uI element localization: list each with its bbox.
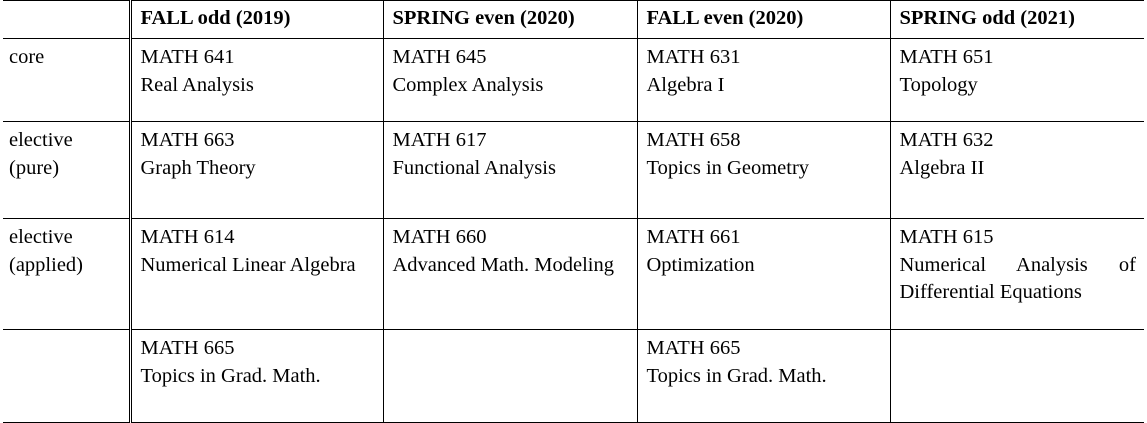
course-code: MATH 661 bbox=[646, 226, 741, 249]
table-row bbox=[3, 122, 1144, 219]
course-title: Complex Analysis bbox=[392, 73, 544, 96]
cell-pure-spring-even-2020 bbox=[383, 122, 637, 219]
row-label-line-2: (applied) bbox=[9, 253, 83, 276]
column-header-spring-odd-2021: SPRING odd (2021) bbox=[890, 1, 1144, 39]
course-code: MATH 614 bbox=[140, 226, 235, 249]
course-code: MATH 665 bbox=[646, 337, 741, 360]
table-row bbox=[3, 219, 1144, 330]
course-code: MATH 641 bbox=[140, 46, 235, 69]
cell-core-spring-even-2020 bbox=[383, 39, 637, 122]
row-label-empty bbox=[3, 330, 130, 423]
cell-core-fall-even-2020 bbox=[637, 39, 890, 122]
row-label-core bbox=[3, 39, 130, 122]
cell-pure-fall-odd-2019 bbox=[130, 122, 383, 219]
course-title: Functional Analysis bbox=[392, 156, 556, 179]
column-header-spring-even-2020: SPRING even (2020) bbox=[383, 1, 637, 39]
cell-core-spring-odd-2021 bbox=[890, 39, 1144, 122]
course-code: MATH 658 bbox=[646, 129, 741, 152]
column-header-fall-odd-2019: FALL odd (2019) bbox=[130, 1, 383, 39]
column-header-fall-even-2020: FALL even (2020) bbox=[637, 1, 890, 39]
cell-extra-fall-odd-2019 bbox=[130, 330, 383, 423]
row-label-elective-pure bbox=[3, 122, 130, 219]
cell-applied-fall-even-2020 bbox=[637, 219, 890, 330]
course-code: MATH 665 bbox=[140, 337, 235, 360]
cell-extra-fall-even-2020 bbox=[637, 330, 890, 423]
course-title: Topics in Geometry bbox=[646, 156, 810, 179]
row-label-line-1: elective bbox=[9, 226, 73, 249]
course-title: Graph Theory bbox=[140, 156, 256, 179]
course-title: Topics in Grad. Math. bbox=[646, 364, 827, 387]
course-title: Algebra II bbox=[899, 156, 985, 179]
header-row bbox=[3, 1, 1144, 39]
course-schedule-table bbox=[3, 0, 1144, 423]
course-code: MATH 651 bbox=[899, 46, 994, 69]
cell-applied-fall-odd-2019 bbox=[130, 219, 383, 330]
cell-extra-spring-even-2020 bbox=[383, 330, 637, 423]
course-title: Advanced Math. Modeling bbox=[392, 253, 614, 276]
row-label-elective-applied bbox=[3, 219, 130, 330]
course-code: MATH 617 bbox=[392, 129, 487, 152]
course-title: Numerical Analysis of Differential Equations bbox=[899, 253, 1136, 303]
course-title: Numerical Linear Algebra bbox=[140, 253, 356, 276]
course-code: MATH 663 bbox=[140, 129, 235, 152]
course-title: Topology bbox=[899, 73, 978, 96]
course-title: Optimization bbox=[646, 253, 755, 276]
row-label-line-1: elective bbox=[9, 129, 73, 152]
cell-applied-spring-even-2020 bbox=[383, 219, 637, 330]
cell-core-fall-odd-2019 bbox=[130, 39, 383, 122]
table-header bbox=[3, 1, 1144, 39]
course-title: Algebra I bbox=[646, 73, 725, 96]
cell-pure-spring-odd-2021 bbox=[890, 122, 1144, 219]
row-label-line-2: (pure) bbox=[9, 156, 60, 179]
cell-extra-spring-odd-2021 bbox=[890, 330, 1144, 423]
course-title: Real Analysis bbox=[140, 73, 254, 96]
course-code: MATH 631 bbox=[646, 46, 741, 69]
course-code: MATH 645 bbox=[392, 46, 487, 69]
course-title: Topics in Grad. Math. bbox=[140, 364, 321, 387]
column-header-category bbox=[3, 1, 130, 39]
course-code: MATH 615 bbox=[899, 226, 994, 249]
row-label-line-1: core bbox=[9, 46, 45, 69]
course-code: MATH 632 bbox=[899, 129, 994, 152]
table-row bbox=[3, 39, 1144, 122]
table-row bbox=[3, 330, 1144, 423]
cell-pure-fall-even-2020 bbox=[637, 122, 890, 219]
table-body bbox=[3, 39, 1144, 423]
cell-applied-spring-odd-2021 bbox=[890, 219, 1144, 330]
course-code: MATH 660 bbox=[392, 226, 487, 249]
